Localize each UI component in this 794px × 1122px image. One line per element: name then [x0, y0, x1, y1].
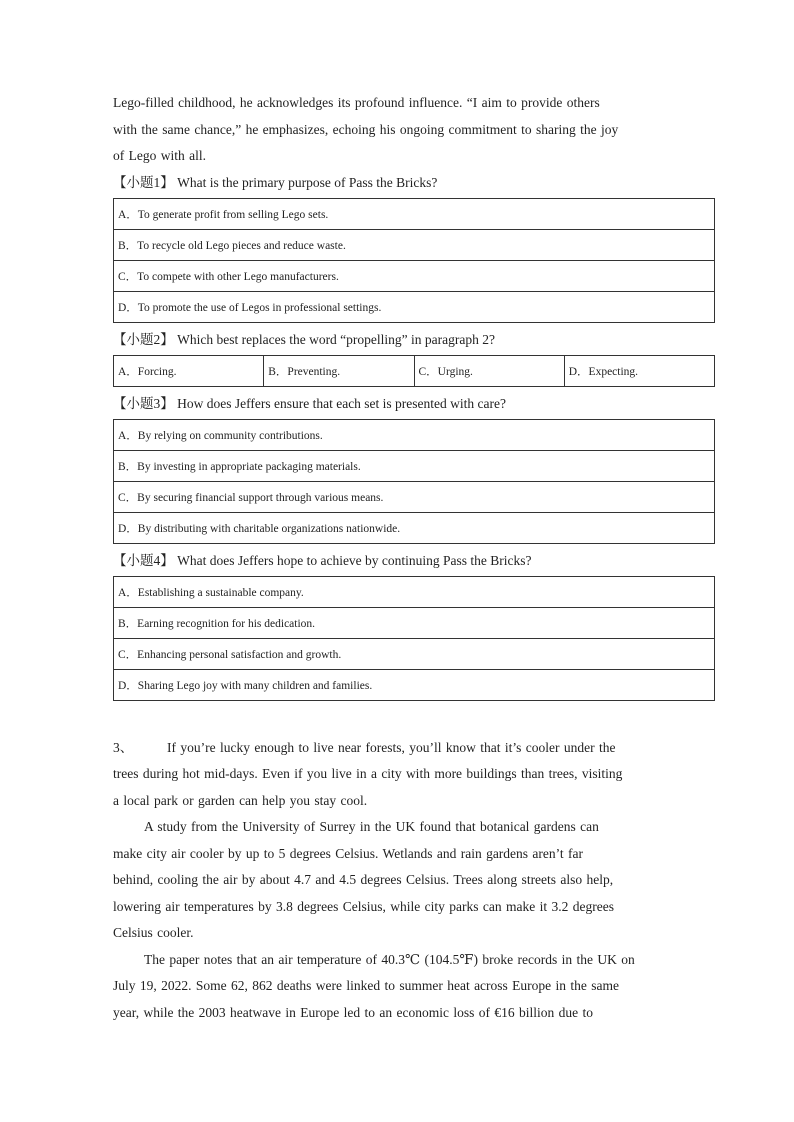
text-line: trees during hot mid-days. Even if you live in a city with more buildings than trees, visiting: [113, 766, 623, 781]
option-c[interactable]: C．Enhancing personal satisfaction and growth.: [114, 638, 715, 669]
option-a[interactable]: A．Forcing.: [114, 355, 264, 386]
text-line: make city air cooler by up to 5 degrees Celsius. Wetlands and rain gardens aren’t far: [113, 845, 584, 861]
question-4-title: 【小题4】 What does Jeffers hope to achieve by continuing Pass the Bricks?: [113, 552, 532, 568]
option-c[interactable]: C．By securing financial support through various means.: [114, 481, 715, 512]
option-d[interactable]: D．To promote the use of Legos in professional settings.: [114, 291, 715, 322]
question-4-options: [113, 576, 715, 701]
text-line: year, while the 2003 heatwave in Europe led to an economic loss of €16 billion due to: [113, 1004, 593, 1020]
text-line: a local park or garden can help you stay cool.: [113, 792, 368, 808]
text-line: lowering air temperatures by 3.8 degrees Celsius, while city parks can make it 3.2 degrees: [113, 898, 614, 914]
question-3-options: [113, 419, 715, 544]
passage-number: 3、: [113, 739, 134, 755]
option-b[interactable]: B．Preventing.: [264, 355, 414, 386]
option-a[interactable]: A．By relying on community contributions.: [114, 419, 715, 450]
option-d[interactable]: D．Expecting.: [564, 355, 714, 386]
question-1-title: 【小题1】 What is the primary purpose of Pass the Bricks?: [113, 174, 438, 190]
question-2-options: [113, 355, 715, 387]
passage-3-first-line: [113, 735, 715, 762]
question-1-options: [113, 198, 715, 323]
question-3-title: 【小题3】 How does Jeffers ensure that each set is presented with care?: [113, 395, 506, 411]
text-line: A study from the University of Surrey in the UK found that botanical gardens can: [144, 819, 599, 834]
option-c[interactable]: C．To compete with other Lego manufacturers.: [114, 260, 715, 291]
text-line: Celsius cooler.: [113, 925, 194, 940]
question-2-title: 【小题2】 Which best replaces the word “propelling” in paragraph 2?: [113, 331, 495, 347]
passage-3: [113, 735, 715, 1027]
text-line: with the same chance,” he emphasizes, echoing his ongoing commitment to sharing the joy: [113, 121, 619, 137]
text-line: July 19, 2022. Some 62, 862 deaths were linked to summer heat across Europe in the same: [113, 978, 620, 993]
document-page: [113, 90, 715, 1026]
text-line: of Lego with all.: [113, 148, 206, 163]
option-b[interactable]: B．By investing in appropriate packaging materials.: [114, 450, 715, 481]
option-c[interactable]: C．Urging.: [414, 355, 564, 386]
option-d[interactable]: D．By distributing with charitable organizations nationwide.: [114, 512, 715, 543]
text-line: The paper notes that an air temperature of 40.3℃ (104.5℉) broke records in the UK on: [144, 951, 635, 967]
text-line: behind, cooling the air by about 4.7 and 4.5 degrees Celsius. Trees along streets also help,: [113, 872, 614, 887]
option-a[interactable]: A．To generate profit from selling Lego sets.: [114, 198, 715, 229]
option-b[interactable]: B．To recycle old Lego pieces and reduce waste.: [114, 229, 715, 260]
option-a[interactable]: A．Establishing a sustainable company.: [114, 576, 715, 607]
option-b[interactable]: B．Earning recognition for his dedication.: [114, 607, 715, 638]
text-line: Lego-filled childhood, he acknowledges its profound influence. “I aim to provide others: [113, 95, 600, 110]
option-d[interactable]: D．Sharing Lego joy with many children and families.: [114, 669, 715, 700]
intro-paragraph: [113, 90, 715, 170]
spacer: [113, 705, 715, 735]
text-line: If you’re lucky enough to live near forests, you’ll know that it’s cooler under the: [167, 739, 616, 755]
